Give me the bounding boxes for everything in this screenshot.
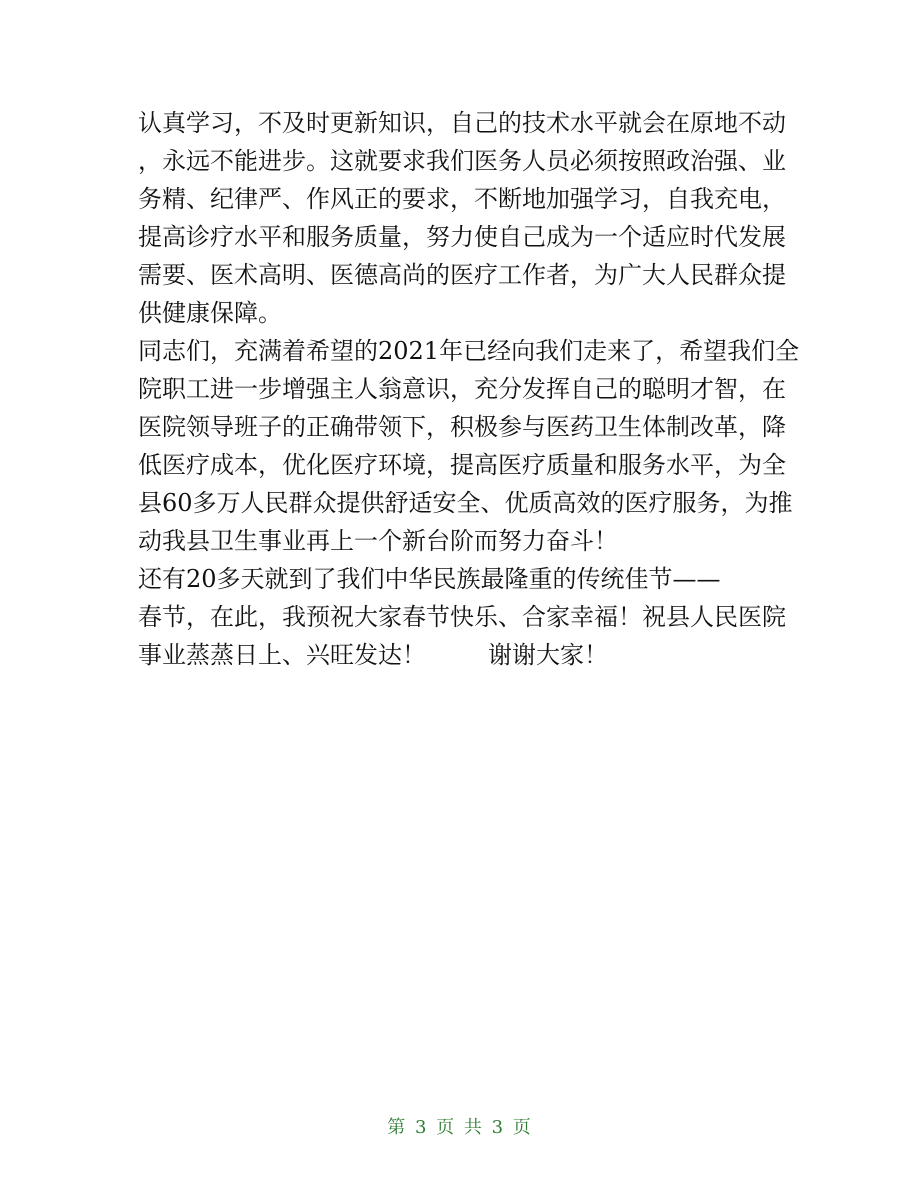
text-line-7: 同志们，充满着希望的2021年已经向我们走来了，希望我们全: [138, 337, 800, 365]
text-line-3: 务精、纪律严、作风正的要求，不断地加强学习，自我充电，: [138, 185, 786, 213]
text-line-8: 院职工进一步增强主人翁意识，充分发挥自己的聪明才智，在: [138, 375, 786, 403]
closing-wish: 事业蒸蒸日上、兴旺发达！: [138, 641, 426, 669]
text-line-6: 供健康保障。: [138, 299, 282, 327]
text-line-4: 提高诊疗水平和服务质量，努力使自己成为一个适应时代发展: [138, 223, 786, 251]
text-line-2: ，永远不能进步。这就要求我们医务人员必须按照政治强、业: [138, 147, 786, 175]
text-line-15: [138, 636, 798, 674]
page-number-footer: 第 3 页 共 3 页: [387, 1117, 533, 1138]
text-line-1: 认真学习，不及时更新知识，自己的技术水平就会在原地不动: [138, 109, 786, 137]
text-line-10: 低医疗成本，优化医疗环境，提高医疗质量和服务水平，为全: [138, 451, 786, 479]
text-line-5: 需要、医术高明、医德高尚的医疗工作者，为广大人民群众提: [138, 261, 786, 289]
text-line-9: 医院领导班子的正确带领下，积极参与医药卫生体制改革，降: [138, 413, 786, 441]
text-line-11: 县60多万人民群众提供舒适安全、优质高效的医疗服务，为推: [138, 489, 793, 517]
text-line-12: 动我县卫生事业再上一个新台阶而努力奋斗！: [138, 527, 618, 555]
text-line-13: 还有20多天就到了我们中华民族最隆重的传统佳节——: [138, 565, 721, 593]
text-line-14: 春节，在此，我预祝大家春节快乐、合家幸福！祝县人民医院: [138, 603, 786, 631]
document-body: [138, 104, 798, 674]
thanks-text: 谢谢大家！: [488, 641, 608, 669]
